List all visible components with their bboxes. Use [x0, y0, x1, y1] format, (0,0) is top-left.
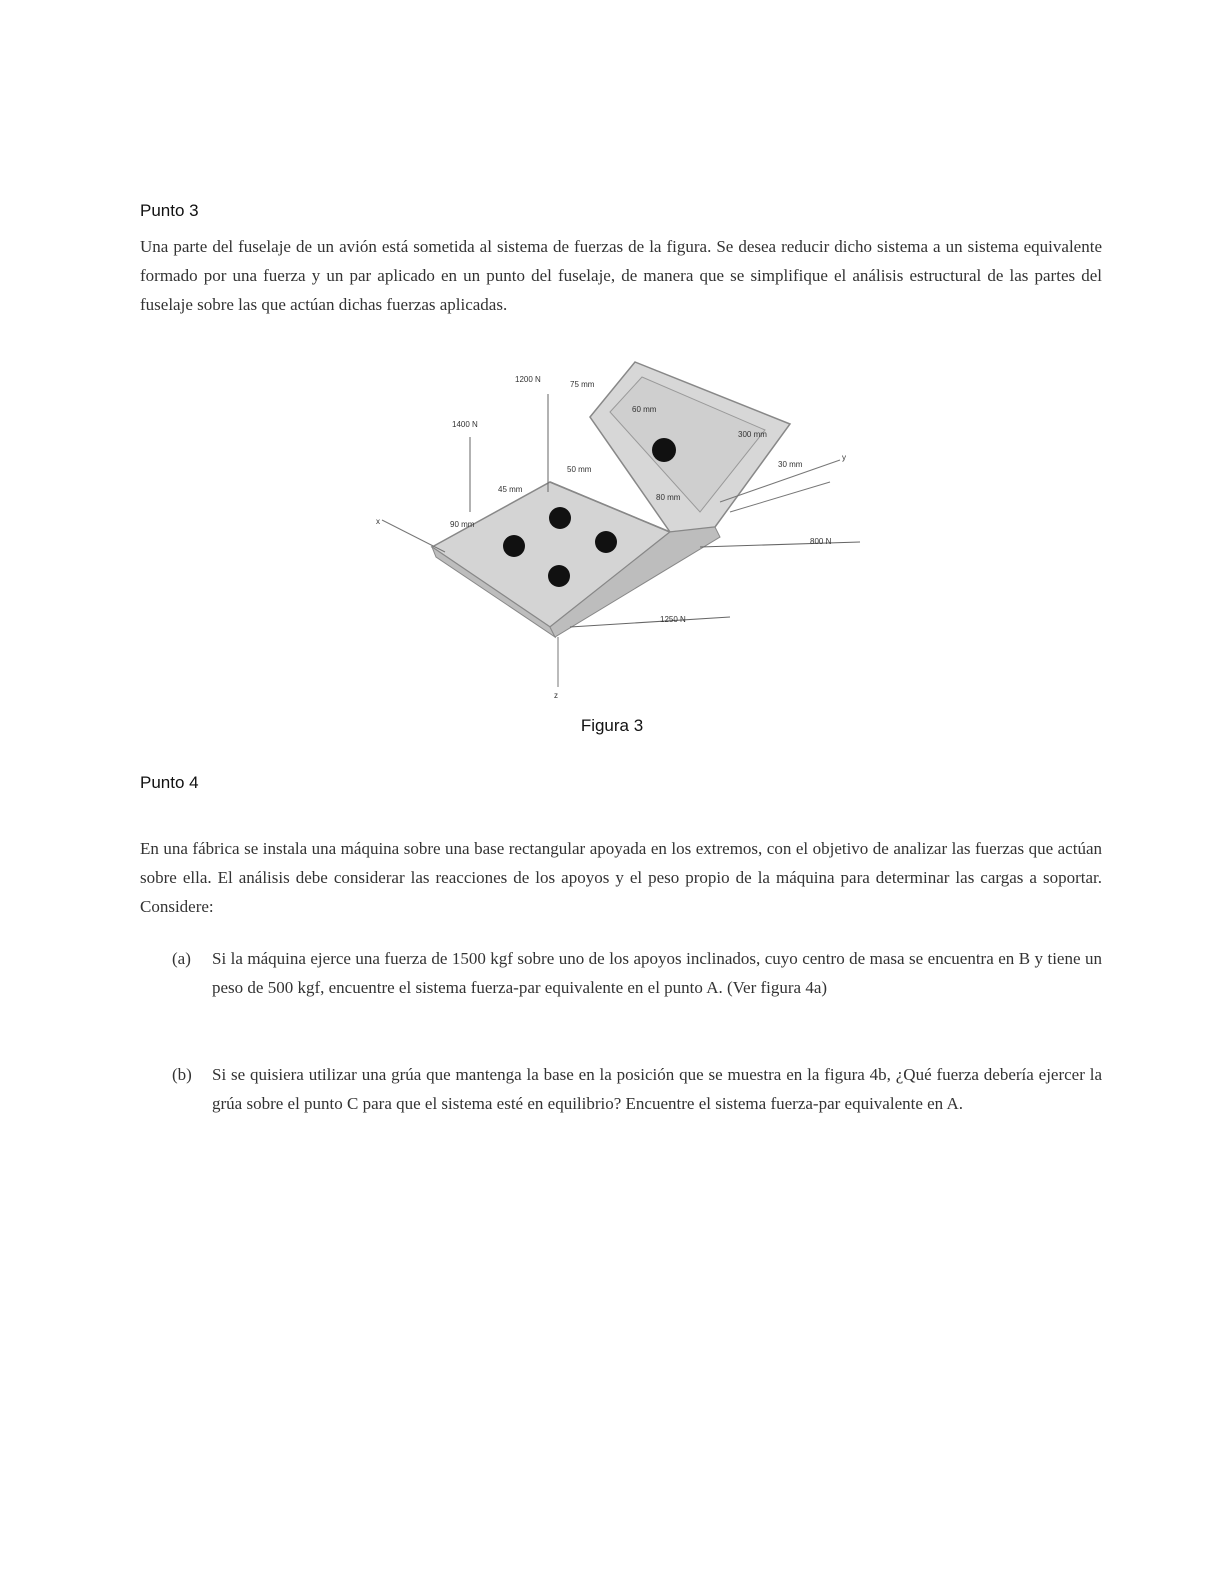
- hole-2: [503, 535, 525, 557]
- label-top-force: 1200 N: [515, 375, 541, 384]
- problem-4: [140, 772, 1102, 921]
- label-axis-x: x: [376, 517, 380, 526]
- label-dim-left-a: 45 mm: [498, 485, 523, 494]
- force-right-line: [700, 542, 860, 547]
- item-a-text: Si la máquina ejerce una fuerza de 1500 kgf sobre uno de los apoyos inclinados, cuyo centro de masa se encuentra en B y tiene un peso de 500 kgf, encuentre el sistema fuerza-par equivalente en el punto A. (Ver figura 4a): [212, 949, 1102, 997]
- label-axis-z: z: [554, 691, 558, 700]
- hole-1: [549, 507, 571, 529]
- hole-upper: [652, 438, 676, 462]
- problem-4-item-b: [172, 1060, 1102, 1118]
- problem-4-item-a: [172, 944, 1102, 1002]
- force-bottom-line: [570, 617, 730, 627]
- label-dim-left-b: 90 mm: [450, 520, 475, 529]
- figure-caption: Figura 3: [580, 716, 644, 735]
- label-left-force: 1400 N: [452, 420, 478, 429]
- label-right-force: 800 N: [810, 537, 832, 546]
- problem-4-text: En una fábrica se instala una máquina sobre una base rectangular apoyada en los extremos, con el objetivo de analizar las fuerzas que actúan sobre ella. El análisis debe considerar las reacciones de los apoyos y el peso propio de la máquina para determinar las cargas a soportar. Considere:: [140, 839, 1102, 916]
- problem-3: [140, 200, 1102, 319]
- problem-3-heading: Punto 3: [140, 201, 199, 220]
- item-b-text: Si se quisiera utilizar una grúa que mantenga la base en la posición que se muestra en la figura 4b, ¿Qué fuerza debería ejercer la grúa sobre el punto C para que el sistema esté en equilibrio? Encuentre el sistema fuerza-par equivalente en A.: [212, 1065, 1102, 1113]
- item-a-number: (a): [172, 949, 191, 968]
- label-bottom-force: 1250 N: [660, 615, 686, 624]
- hole-4: [548, 565, 570, 587]
- label-dim-center: 50 mm: [567, 465, 592, 474]
- label-dim-top-a: 75 mm: [570, 380, 595, 389]
- label-dim-side: 30 mm: [778, 460, 803, 469]
- label-dim-right: 300 mm: [738, 430, 767, 439]
- label-axis-y: y: [842, 453, 846, 462]
- figure-3-diagram: [370, 342, 870, 702]
- problem-4-heading: Punto 4: [140, 773, 199, 792]
- label-dim-top-b: 60 mm: [632, 405, 657, 414]
- hole-3: [595, 531, 617, 553]
- plate-lower: [432, 482, 670, 627]
- label-dim-lower: 80 mm: [656, 493, 681, 502]
- problem-3-text: Una parte del fuselaje de un avión está sometida al sistema de fuerzas de la figura. Se desea reducir dicho sistema a un sistema equivalente formado por una fuerza y un par aplicado en un punto del fuselaje, de manera que se simplifique el análisis estructural de las partes del fuselaje sobre las que actúan dichas fuerzas aplicadas.: [140, 237, 1102, 314]
- item-b-number: (b): [172, 1065, 192, 1084]
- axis-x-line: [382, 520, 445, 552]
